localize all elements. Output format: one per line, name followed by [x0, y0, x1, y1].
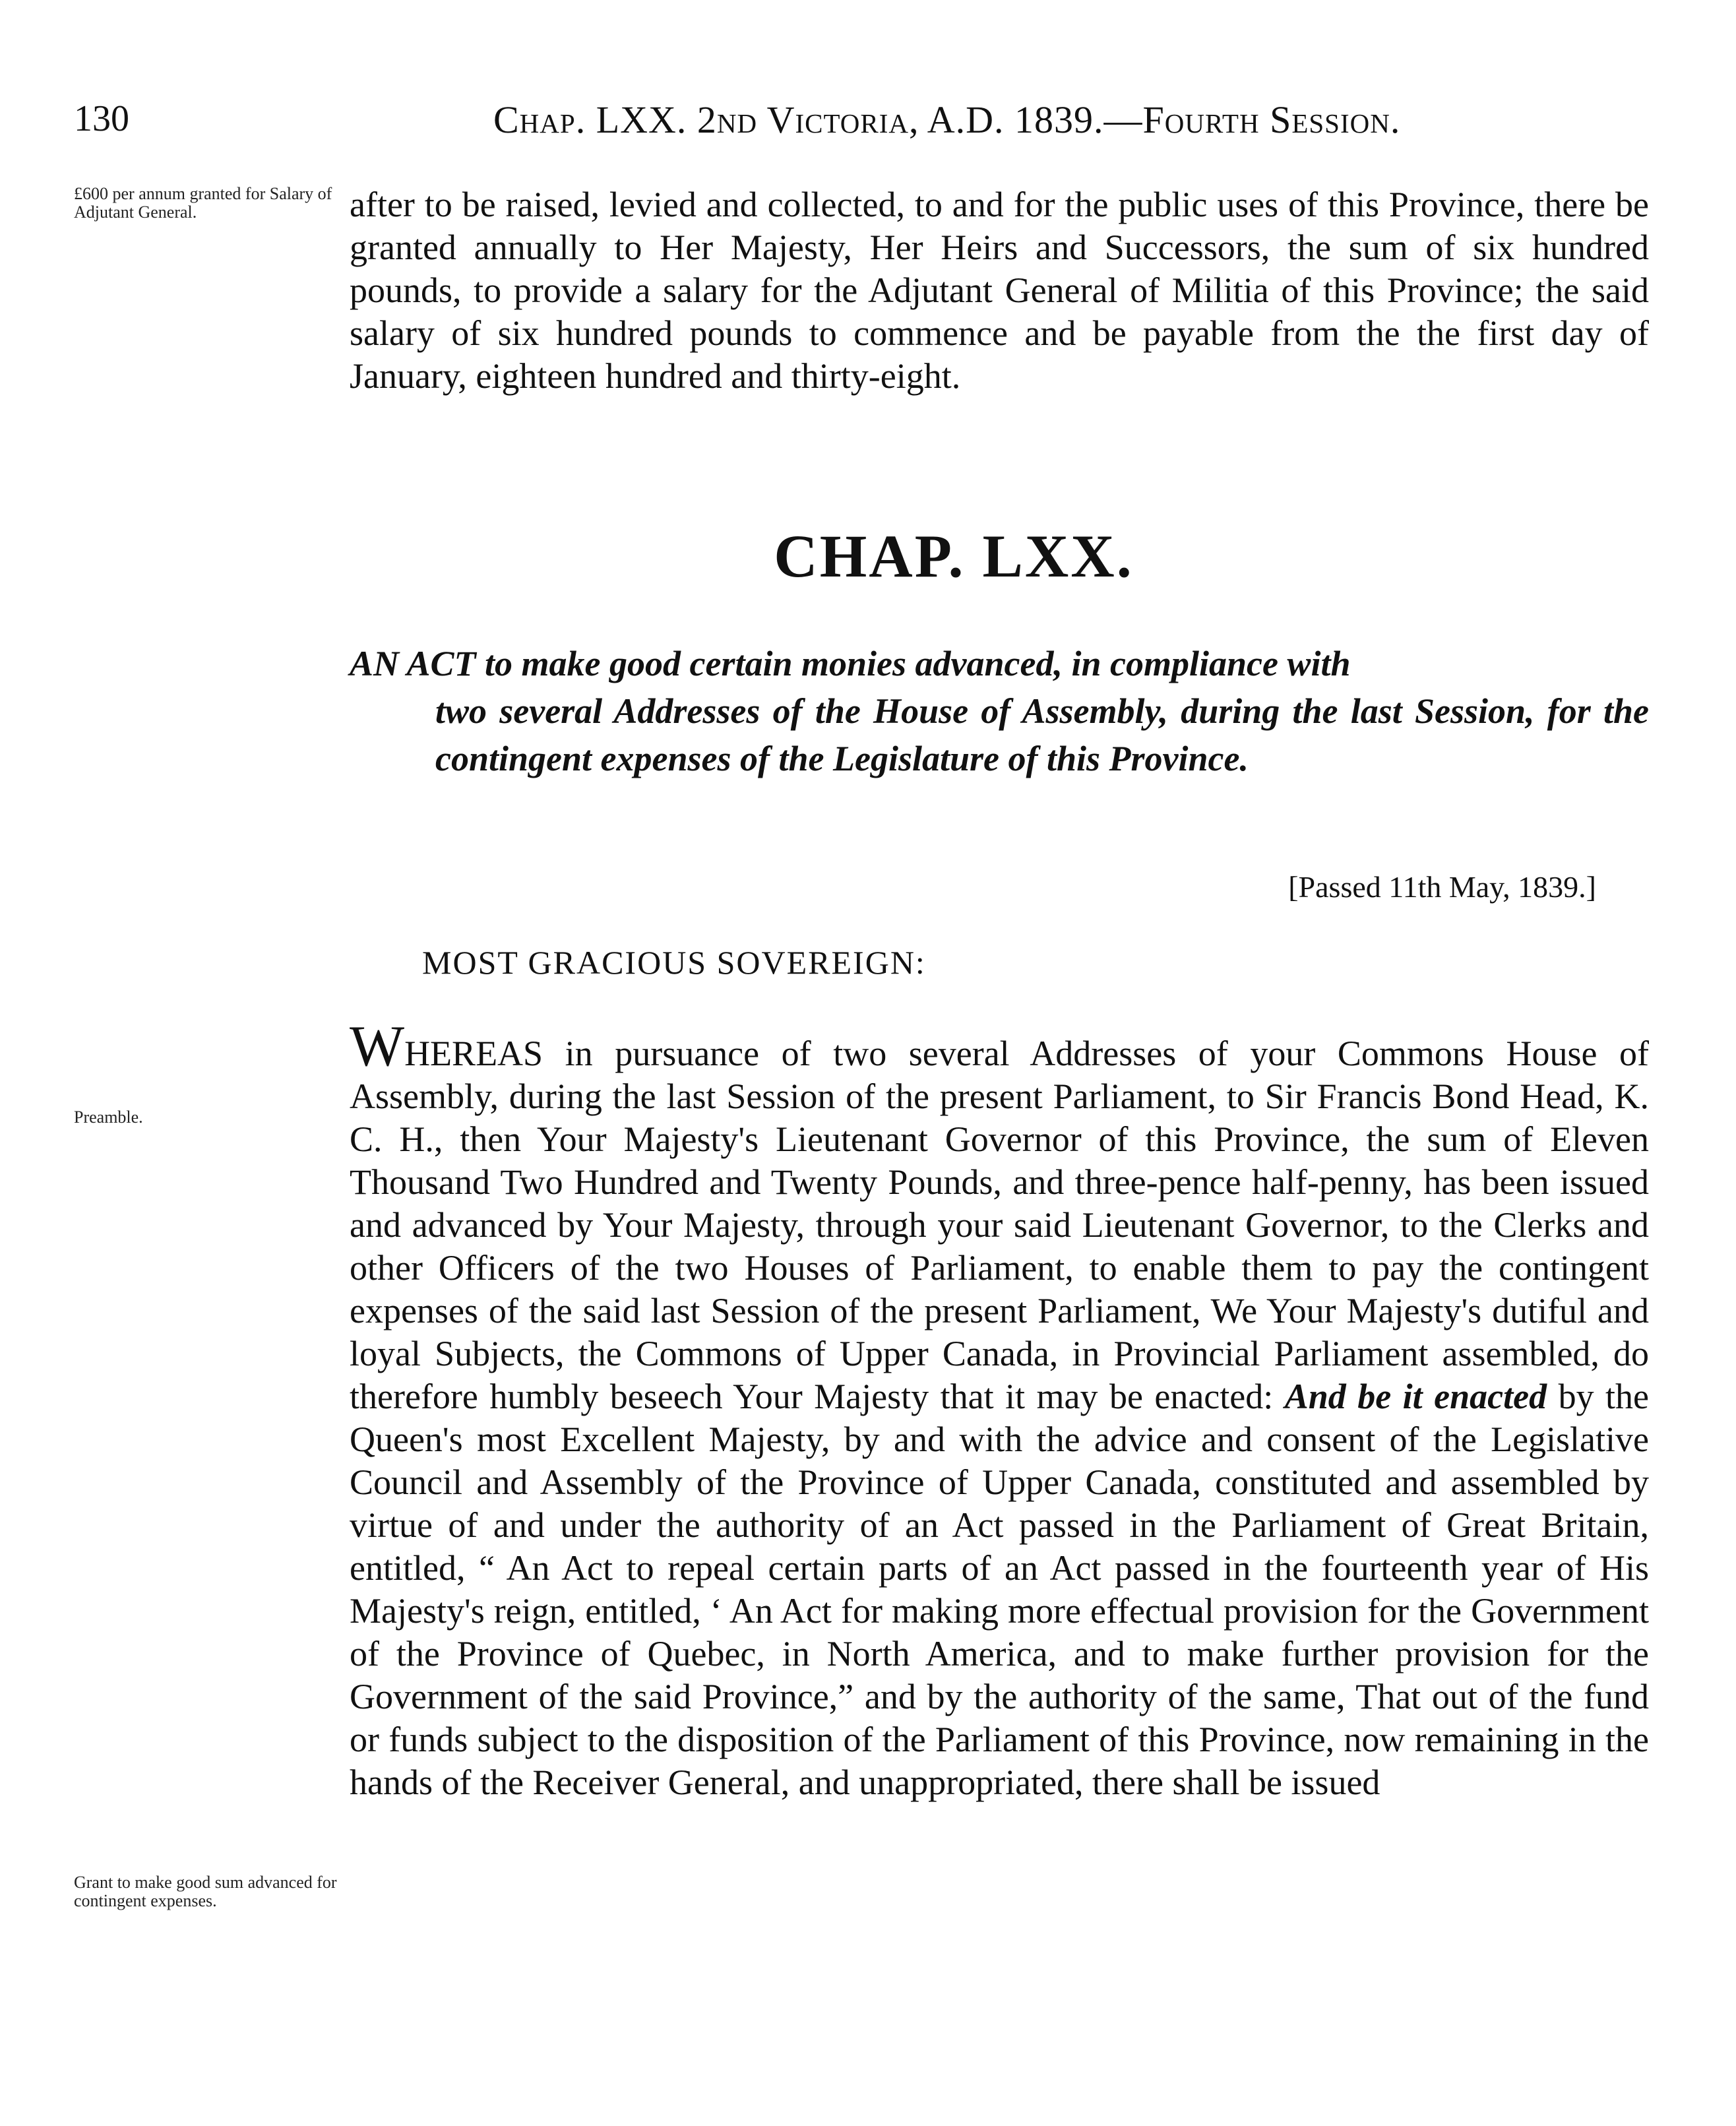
margin-note-salary: £600 per annum granted for Salary of Adjutant General.: [74, 184, 332, 222]
chapter-heading: CHAP. LXX.: [774, 522, 1134, 590]
salutation: MOST GRACIOUS SOVEREIGN:: [422, 944, 926, 981]
act-title-lead: AN ACT to make good certain monies advanced, in compliance with: [350, 644, 1351, 683]
preamble-text-b: by the Queen's most Excellent Majesty, by and with the advice and consent of the Legislative Council and Assembly of the Province of Upper Canada, constituted and assembled by virtue of and under the authority of an Act passed in the Parliament of Great Britain, entitled, “ An Act to repeal certain parts of an Act passed in the fourteenth year of His Majesty's reign, entitled, ‘ An Act for making more effectual provision for the Government of the Province of Quebec, in North America, and to make further provision for the Government of the said Province,” and by the authority of the same, That out of the fund or funds subject to the disposition of the Parliament of this Province, now remaining in the hands of the Receiver General, and unappropriated, there shall be issued: [350, 1377, 1649, 1802]
paragraph-salary: after to be raised, levied and collected, to and for the public uses of this Province, there be granted annually to Her Majesty, Her Heirs and Successors, the sum of six hundred pounds, to provide a salary for the Adjutant General of Militia of this Province; the said salary of six hundred pounds to commence and be payable from the the first day of January, eighteen hundred and thirty-eight.: [350, 185, 1649, 396]
running-title: Chap. LXX. 2nd Victoria, A.D. 1839.—Fourth Session.: [493, 98, 1401, 141]
enacting-words: And be it enacted: [1284, 1377, 1547, 1416]
act-title: [350, 640, 1649, 782]
margin-note-preamble: Preamble.: [74, 1108, 143, 1127]
page-number: 130: [74, 98, 129, 139]
drop-cap: W: [350, 1015, 405, 1079]
act-title-rest: two several Addresses of the House of Assembly, during the last Session, for the contingent expenses of the Legislature of this Province.: [435, 691, 1649, 778]
margin-note-grant: Grant to make good sum advanced for contingent expenses.: [74, 1873, 337, 1910]
passed-date: [Passed 11th May, 1839.]: [1288, 870, 1596, 904]
preamble-text-a: HEREAS in pursuance of two several Addresses of your Commons House of Assembly, during the last Session of the present Parliament, to Sir Francis Bond Head, K. C. H., then Your Majesty's Lieutenant Governor of this Province, the sum of Eleven Thousand Two Hundred and Twenty Pounds, and three-pence half-penny, has been issued and advanced by Your Majesty, through your said Lieutenant Governor, to the Clerks and other Officers of the two Houses of Parliament, to enable them to pay the contingent expenses of the said last Session of the present Parliament, We Your Majesty's dutiful and loyal Subjects, the Commons of Upper Canada, in Provincial Parliament assembled, do therefore humbly beseech Your Majesty that it may be enacted:: [350, 1034, 1649, 1416]
preamble-paragraph: [350, 1015, 1649, 1804]
